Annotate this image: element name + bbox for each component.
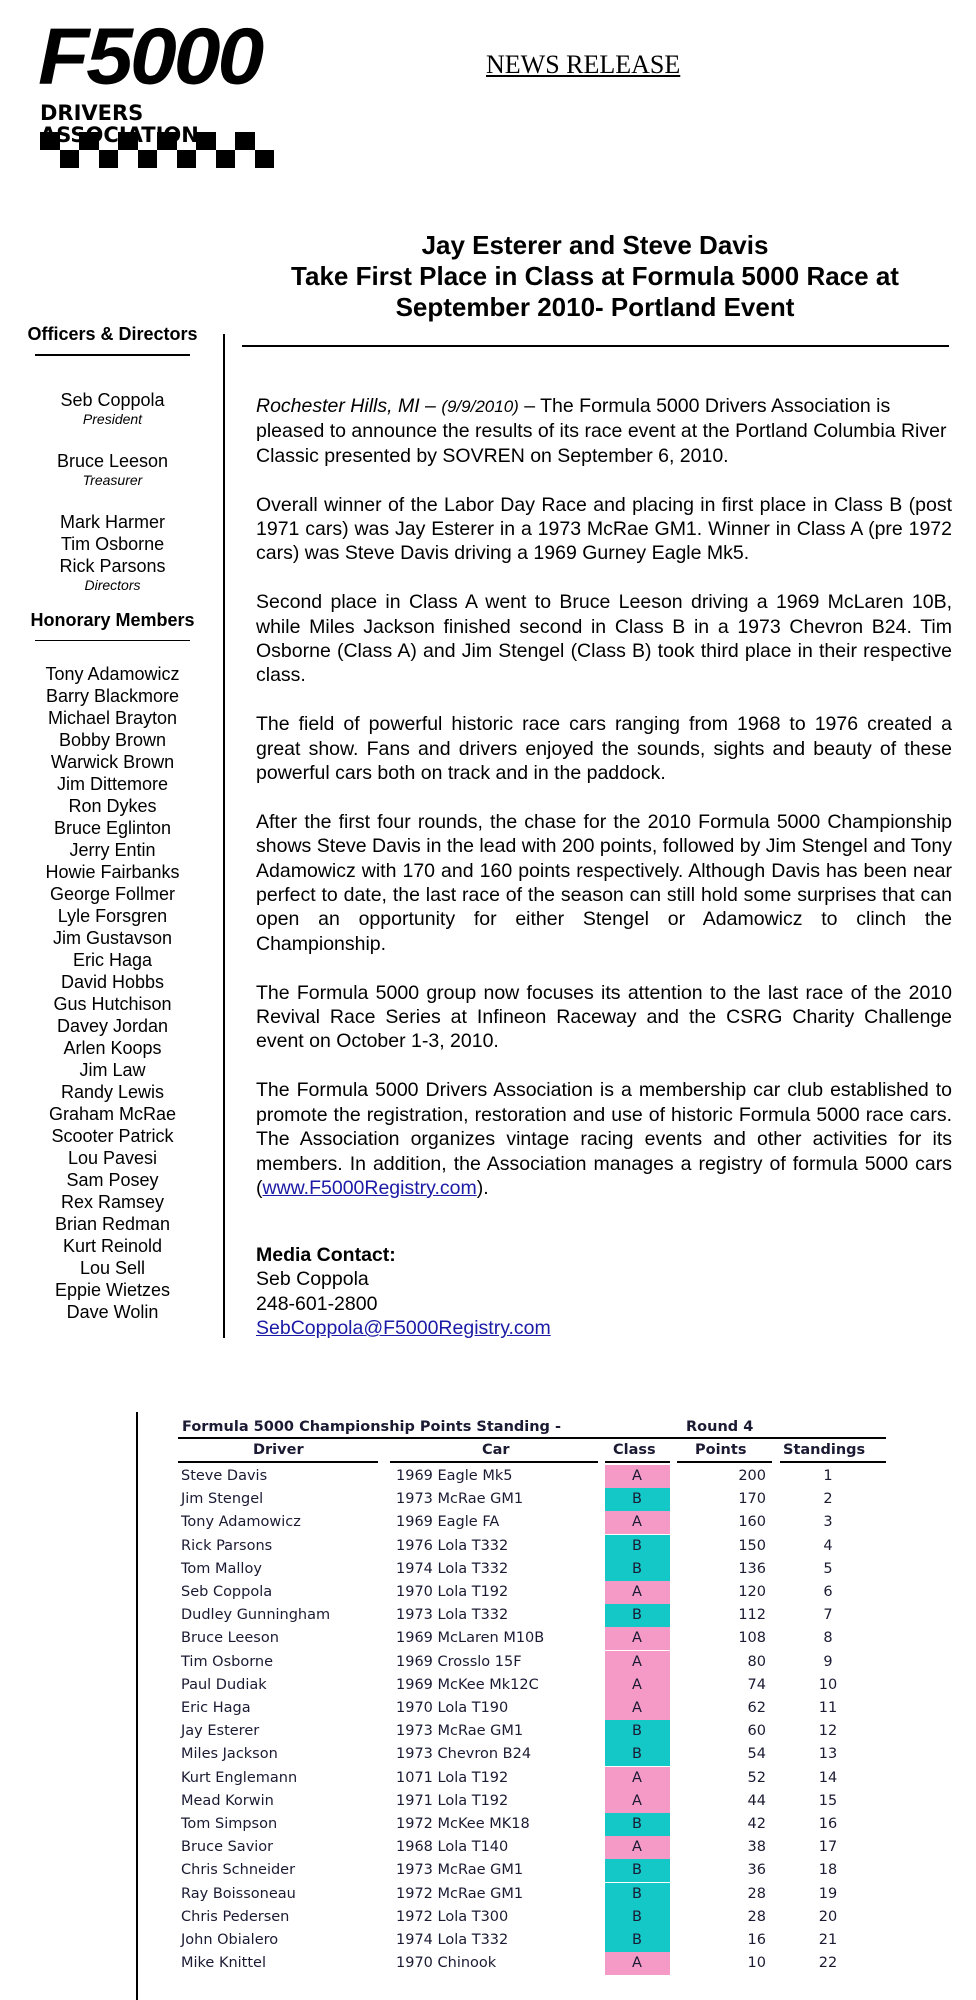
header-standings: Standings xyxy=(783,1442,866,1458)
cell-car: 1971 Lola T192 xyxy=(396,1792,509,1809)
honorary-member: Michael Brayton xyxy=(47,708,178,728)
table-row xyxy=(0,1813,976,1836)
cell-points: 54 xyxy=(747,1746,766,1763)
cell-class: B xyxy=(632,1932,642,1948)
headline-line-1: Jay Esterer and Steve Davis xyxy=(421,230,769,260)
cell-class: A xyxy=(632,1468,642,1484)
headline-divider xyxy=(242,345,949,347)
cell-standing: 7 xyxy=(823,1607,833,1624)
f5000-logo xyxy=(38,11,278,156)
table-row xyxy=(0,1906,976,1929)
cell-points: 28 xyxy=(747,1885,766,1902)
cell-class: A xyxy=(632,1769,642,1786)
cell-class: A xyxy=(632,1700,642,1716)
cell-driver: Tim Osborne xyxy=(181,1653,274,1670)
cell-class: B xyxy=(632,1560,642,1577)
cell-class: A xyxy=(632,1839,642,1856)
logo-sub-text: DRIVERS xyxy=(40,101,144,125)
table-row xyxy=(0,1790,976,1813)
officer-president xyxy=(10,389,215,428)
honorary-member: Sam Posey xyxy=(66,1170,159,1190)
honorary-member: Lou Pavesi xyxy=(67,1148,158,1168)
cell-car: 1976 Lola T332 xyxy=(396,1537,509,1554)
honorary-member: David Hobbs xyxy=(60,972,165,992)
honorary-member: Jim Dittemore xyxy=(56,774,168,794)
honorary-member: Howie Fairbanks xyxy=(45,862,180,882)
cell-standing: 14 xyxy=(818,1769,838,1786)
officers-heading: Officers & Directors xyxy=(27,324,198,344)
cell-standing: 1 xyxy=(823,1468,833,1484)
cell-driver: Eric Haga xyxy=(181,1700,251,1716)
media-contact-phone: 248-601-2800 xyxy=(256,1292,378,1315)
table-row xyxy=(0,1627,976,1650)
paragraph-6: The Formula 5000 group now focuses its attention to the last race of the 2010 Revival Race Series at Infineon Raceway and the CSRG Charity Challenge event on October 1-3, 2010. xyxy=(256,981,952,1053)
dateline-date: (9/9/2010) xyxy=(441,397,519,416)
headline xyxy=(240,230,950,323)
cell-class: A xyxy=(632,1630,642,1647)
honorary-member: Lyle Forsgren xyxy=(57,906,168,926)
cell-driver: Chris Pedersen xyxy=(181,1908,290,1925)
honorary-member: Dave Wolin xyxy=(66,1302,159,1322)
headline-line-2: Take First Place in Class at Formula 5000 Race at xyxy=(291,261,899,291)
cell-standing: 12 xyxy=(818,1723,838,1740)
cell-points: 16 xyxy=(747,1932,766,1948)
honorary-member: Arlen Koops xyxy=(63,1038,162,1058)
cell-standing: 16 xyxy=(818,1816,838,1832)
cell-points: 112 xyxy=(738,1607,766,1624)
cell-class: B xyxy=(632,1607,642,1624)
cell-driver: Dudley Gunningham xyxy=(181,1607,331,1624)
cell-points: 170 xyxy=(738,1491,766,1508)
cell-car: 1973 McRae GM1 xyxy=(396,1862,524,1879)
cell-class: B xyxy=(632,1746,642,1763)
honorary-member: Brian Redman xyxy=(54,1214,171,1234)
table-row xyxy=(0,1581,976,1604)
officer-role: Directors xyxy=(84,576,141,593)
honorary-member: Kurt Reinold xyxy=(62,1236,163,1256)
cell-class: A xyxy=(632,1792,642,1809)
director-name: Mark Harmer xyxy=(59,511,165,532)
table-row xyxy=(0,1674,976,1697)
cell-standing: 20 xyxy=(818,1908,838,1925)
cell-standing: 4 xyxy=(823,1537,833,1554)
honorary-member: Scooter Patrick xyxy=(51,1126,174,1146)
honorary-member: Gus Hutchison xyxy=(53,994,172,1014)
cell-standing: 8 xyxy=(823,1630,833,1647)
cell-driver: Kurt Englemann xyxy=(181,1769,298,1786)
honorary-member: Jim Law xyxy=(79,1060,146,1080)
cell-car: 1973 Lola T332 xyxy=(396,1607,509,1624)
cell-standing: 3 xyxy=(823,1514,833,1531)
paragraph-2: Overall winner of the Labor Day Race and placing in first place in Class B (post 1971 cars) was Jay Esterer in a 1973 McRae GM1. Winner in Class A (pre 1972 cars) was Steve Davis driving a 1969 Gurney Eagle Mk5. xyxy=(256,493,952,565)
cell-car: 1970 Lola T192 xyxy=(396,1584,509,1600)
honorary-member: Bobby Brown xyxy=(58,730,167,750)
cell-driver: Steve Davis xyxy=(181,1468,268,1484)
cell-standing: 2 xyxy=(823,1491,833,1508)
cell-class: B xyxy=(632,1862,642,1879)
cell-points: 200 xyxy=(738,1468,766,1484)
table-row xyxy=(0,1767,976,1790)
header-underline-car xyxy=(390,1461,598,1463)
cell-driver: Tony Adamowicz xyxy=(181,1514,301,1531)
cell-car: 1974 Lola T332 xyxy=(396,1932,509,1948)
table-row xyxy=(0,1952,976,1975)
cell-driver: Rick Parsons xyxy=(181,1537,273,1554)
cell-car: 1973 McRae GM1 xyxy=(396,1491,524,1508)
paragraph-1: Rochester Hills, MI – (9/9/2010) – The Formula 5000 Drivers Association is pleased to announce the results of its race event at the Portland Columbia River Classic presented by SOVREN on September 6, 2010. xyxy=(256,395,947,467)
header-driver: Driver xyxy=(253,1442,304,1458)
media-contact xyxy=(256,1243,551,1341)
cell-driver: John Obialero xyxy=(181,1932,279,1948)
cell-car: 1969 Eagle FA xyxy=(396,1514,500,1531)
officer-treasurer xyxy=(10,450,215,489)
cell-standing: 19 xyxy=(818,1885,838,1902)
cell-points: 52 xyxy=(747,1769,766,1786)
cell-points: 38 xyxy=(747,1839,766,1856)
cell-points: 160 xyxy=(738,1514,766,1531)
honorary-member-list xyxy=(10,663,215,1323)
cell-points: 42 xyxy=(747,1816,766,1832)
cell-points: 74 xyxy=(747,1676,766,1693)
table-row xyxy=(0,1697,976,1720)
officer-role: President xyxy=(82,410,143,427)
cell-driver: Paul Dudiak xyxy=(181,1676,267,1693)
cell-car: 1972 McKee MK18 xyxy=(396,1816,530,1832)
cell-car: 1968 Lola T140 xyxy=(396,1839,509,1856)
table-row xyxy=(0,1859,976,1882)
cell-standing: 9 xyxy=(823,1653,833,1670)
table-row xyxy=(0,1651,976,1674)
cell-standing: 22 xyxy=(818,1955,838,1972)
paragraph-4: The field of powerful historic race cars ranging from 1968 to 1976 created a great show. Fans and drivers enjoyed the sounds, sights and beauty of these powerful cars both on track and in the paddock. xyxy=(256,713,952,785)
honorary-member: Jerry Entin xyxy=(69,840,156,860)
cell-standing: 6 xyxy=(823,1584,833,1600)
logo-main-text: F5000 xyxy=(38,11,262,101)
cell-standing: 21 xyxy=(818,1932,838,1948)
cell-points: 62 xyxy=(747,1700,766,1716)
dateline-location: Rochester Hills, MI xyxy=(256,395,420,417)
honorary-member: Jim Gustavson xyxy=(52,928,173,948)
media-contact-email-link[interactable]: SebCoppola@F5000Registry.com xyxy=(256,1317,551,1340)
cell-driver: Miles Jackson xyxy=(181,1746,278,1763)
paragraph-5: After the first four rounds, the chase for the 2010 Formula 5000 Championship shows Steve Davis in the lead with 200 points, followed by Jim Stengel and Tony Adamowicz with 170 and 160 points respectively. Although Davis has been near perfect to date, the last race of the season can still hold some surprises that can open an opportunity for either Stengel or Adamowicz to clinch the Championship. xyxy=(256,810,952,955)
cell-class: B xyxy=(632,1537,642,1554)
honorary-member: Tony Adamowicz xyxy=(45,664,180,684)
honorary-member: Lou Sell xyxy=(79,1258,146,1278)
cell-points: 60 xyxy=(747,1723,766,1740)
cell-standing: 15 xyxy=(818,1792,838,1809)
cell-driver: Bruce Leeson xyxy=(181,1630,279,1647)
table-row xyxy=(0,1488,976,1511)
honorary-member: Graham McRae xyxy=(48,1104,177,1124)
cell-car: 1973 McRae GM1 xyxy=(396,1723,524,1740)
honorary-member: Ron Dykes xyxy=(68,796,157,816)
standings-title: Formula 5000 Championship Points Standing - xyxy=(182,1419,562,1435)
news-release-heading: NEWS RELEASE xyxy=(486,50,681,79)
cell-driver: Mead Korwin xyxy=(181,1792,274,1809)
cell-car: 1972 McRae GM1 xyxy=(396,1885,524,1902)
header-underline-points xyxy=(677,1461,772,1463)
table-row xyxy=(0,1465,976,1488)
table-row xyxy=(0,1604,976,1627)
cell-points: 120 xyxy=(738,1584,766,1600)
cell-class: A xyxy=(632,1653,642,1670)
cell-car: 1969 Crosslo 15F xyxy=(396,1653,522,1670)
logo-checkered-flag xyxy=(40,132,274,168)
cell-driver: Tom Simpson xyxy=(181,1816,278,1832)
cell-class: B xyxy=(632,1885,642,1902)
media-contact-name: Seb Coppola xyxy=(256,1268,369,1291)
media-contact-heading: Media Contact: xyxy=(256,1244,396,1266)
header-class: Class xyxy=(613,1442,656,1458)
header-points: Points xyxy=(695,1442,747,1458)
table-row xyxy=(0,1836,976,1859)
cell-class: B xyxy=(632,1491,642,1508)
honorary-member: Eric Haga xyxy=(72,950,153,970)
title-underline xyxy=(178,1437,886,1439)
cell-standing: 10 xyxy=(818,1676,838,1693)
cell-points: 44 xyxy=(747,1792,766,1809)
cell-driver: Chris Schneider xyxy=(181,1862,296,1879)
cell-driver: Mike Knittel xyxy=(181,1955,266,1972)
cell-points: 10 xyxy=(747,1955,766,1972)
honorary-member: Randy Lewis xyxy=(60,1082,165,1102)
cell-standing: 17 xyxy=(818,1839,838,1856)
cell-car: 1969 McKee Mk12C xyxy=(396,1676,539,1693)
officer-name: Seb Coppola xyxy=(60,389,165,410)
cell-class: A xyxy=(632,1584,642,1600)
honorary-member: Warwick Brown xyxy=(50,752,175,772)
honorary-heading: Honorary Members xyxy=(30,609,195,630)
sidebar-divider xyxy=(223,334,225,1338)
sidebar xyxy=(10,322,215,1323)
director-name: Tim Osborne xyxy=(60,533,165,554)
director-name: Rick Parsons xyxy=(59,555,166,576)
cell-car: 1970 Lola T190 xyxy=(396,1700,509,1716)
table-row xyxy=(0,1558,976,1581)
cell-class: B xyxy=(632,1816,642,1832)
cell-standing: 5 xyxy=(823,1560,833,1577)
cell-standing: 11 xyxy=(818,1700,838,1716)
table-row xyxy=(0,1929,976,1952)
cell-car: 1969 McLaren M10B xyxy=(396,1630,545,1647)
cell-points: 150 xyxy=(738,1537,766,1554)
article-body xyxy=(256,394,952,1225)
headline-line-3: September 2010- Portland Event xyxy=(395,292,795,322)
cell-points: 36 xyxy=(747,1862,766,1879)
cell-class: B xyxy=(632,1908,642,1925)
cell-points: 80 xyxy=(747,1653,766,1670)
cell-car: 1974 Lola T332 xyxy=(396,1560,509,1577)
header-underline-driver xyxy=(178,1461,378,1463)
cell-driver: Seb Coppola xyxy=(181,1584,273,1600)
header-underline-standings xyxy=(780,1461,886,1463)
cell-driver: Jay Esterer xyxy=(181,1723,260,1740)
cell-driver: Bruce Savior xyxy=(181,1839,274,1856)
cell-car: 1972 Lola T300 xyxy=(396,1908,509,1925)
table-row xyxy=(0,1883,976,1906)
cell-car: 1970 Chinook xyxy=(396,1955,497,1972)
table-row xyxy=(0,1743,976,1766)
table-row xyxy=(0,1535,976,1558)
cell-points: 136 xyxy=(738,1560,766,1577)
header-car: Car xyxy=(482,1442,510,1458)
cell-standing: 13 xyxy=(818,1746,838,1763)
cell-class: A xyxy=(632,1514,642,1531)
honorary-member: Eppie Wietzes xyxy=(54,1280,171,1300)
standings-round: Round 4 xyxy=(686,1419,754,1435)
cell-driver: Tom Malloy xyxy=(181,1560,262,1577)
honorary-member: Davey Jordan xyxy=(56,1016,169,1036)
cell-car: 1071 Lola T192 xyxy=(396,1769,509,1786)
table-row xyxy=(0,1511,976,1534)
cell-class: A xyxy=(632,1955,642,1972)
honorary-member: Rex Ramsey xyxy=(60,1192,165,1212)
honorary-member: George Follmer xyxy=(49,884,176,904)
honorary-member: Barry Blackmore xyxy=(45,686,180,706)
cell-car: 1969 Eagle Mk5 xyxy=(396,1468,513,1484)
honorary-member: Bruce Eglinton xyxy=(53,818,172,838)
paragraph-7: The Formula 5000 Drivers Association is a membership car club established to promote the registration, restoration and use of historic Formula 5000 race cars. The Association organizes vintage racing events and other activities for its members. In addition, the Association manages a registry of formula 5000 cars (www.F5000Registry.com). xyxy=(256,1079,952,1199)
cell-points: 108 xyxy=(738,1630,766,1647)
officer-name: Bruce Leeson xyxy=(56,450,169,471)
cell-car: 1973 Chevron B24 xyxy=(396,1746,532,1763)
cell-points: 28 xyxy=(747,1908,766,1925)
cell-class: A xyxy=(632,1676,642,1693)
paragraph-3: Second place in Class A went to Bruce Leeson driving a 1969 McLaren 10B, while Miles Jackson finished second in Class B in a 1973 Chevron B24. Tim Osborne (Class A) and Jim Stengel (Class B) took third place in their respective class. xyxy=(256,591,952,687)
table-row xyxy=(0,1720,976,1743)
officer-directors xyxy=(10,511,215,594)
registry-link[interactable]: www.F5000Registry.com xyxy=(262,1176,477,1199)
cell-driver: Ray Boissoneau xyxy=(181,1885,296,1902)
header-underline-class xyxy=(605,1461,670,1463)
cell-driver: Jim Stengel xyxy=(181,1491,264,1508)
officer-role: Treasurer xyxy=(82,471,143,488)
cell-class: B xyxy=(632,1723,642,1740)
cell-standing: 18 xyxy=(818,1862,838,1879)
